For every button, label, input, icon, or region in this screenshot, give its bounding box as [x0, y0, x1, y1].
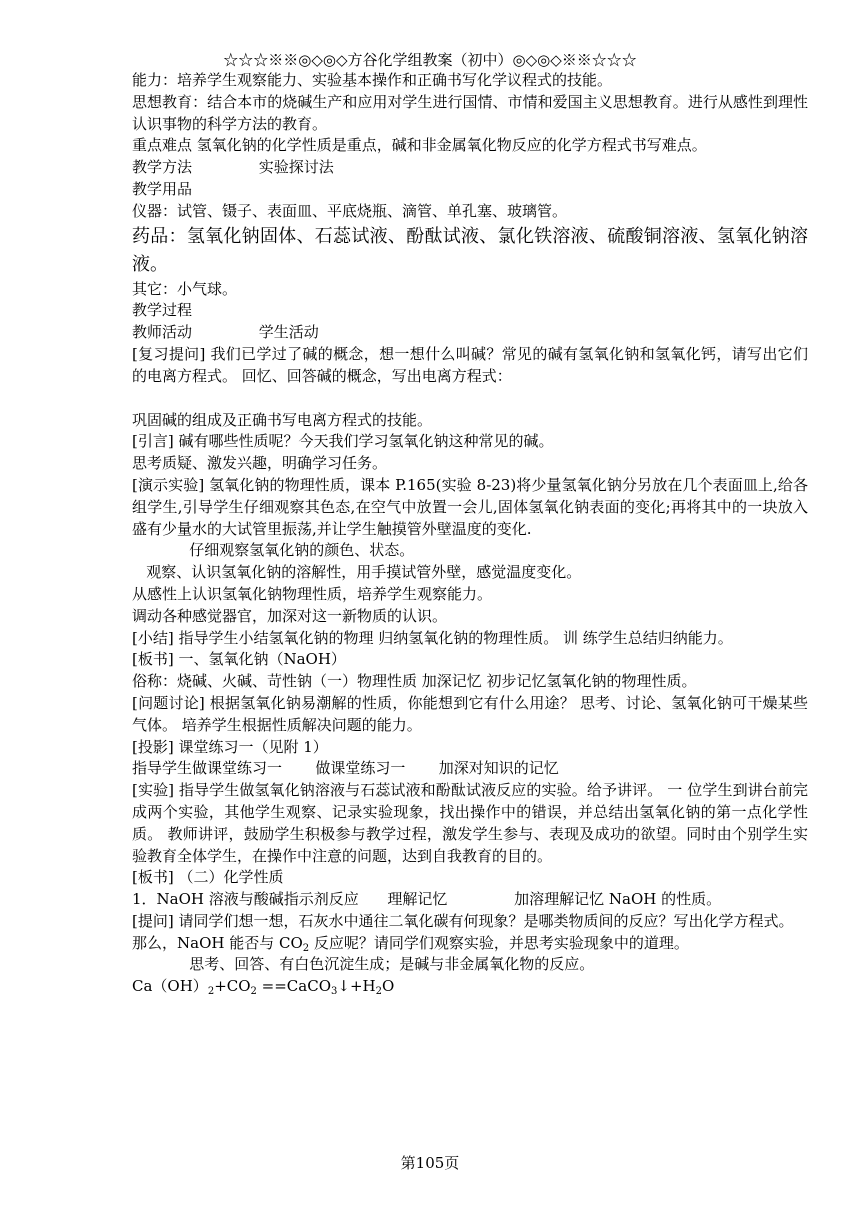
- observe-color-line: 仔细观察氢氧化钠的颜色、状态。: [132, 541, 415, 560]
- co2-question-text: 那么，NaOH 能否与 CO: [132, 933, 303, 952]
- others-line: 其它：小气球。: [132, 279, 238, 298]
- equation-subscript: 2: [207, 986, 215, 998]
- board-chemical-properties-line: [板书] （二）化学性质: [132, 868, 284, 887]
- teaching-process-heading: 教学过程: [132, 301, 193, 320]
- document-body: [132, 50, 808, 998]
- page-number: 第105页: [400, 1154, 460, 1172]
- equation-part: ==CaCO: [256, 977, 332, 996]
- experiment-paragraph: [实验] 指导学生做氢氧化钠溶液与石蕊试液和酚酞试液反应的实验。给予讲评。 一 位学生到讲台前完成两个实验，其他学生观察、记录实验现象，找出操作中的错误，并总结出氢氧化钠的第一点化学性质。 教师讲评，鼓励学生积极参与教学过程，激发学生参与、表现及成功的欲望。同时由个别学生实验教育全体学生，在操作中注意的问题，达到自我教育的目的。: [132, 781, 808, 865]
- page-header: ☆☆☆※※◎◇◎◇方谷化学组教案（初中）◎◇◎◇※※☆☆☆: [223, 51, 637, 69]
- indicator-reaction-line: 1．NaOH 溶液与酸碱指示剂反应 理解记忆 加溶理解记忆 NaOH 的性质。: [132, 890, 722, 909]
- summary-paragraph: [小结] 指导学生小结氢氧化钠的物理 归纳氢氧化钠的物理性质。 训 练学生总结归纳能力。: [132, 628, 733, 647]
- consolidate-line: 巩固碱的组成及正确书写电离方程式的技能。: [132, 410, 433, 429]
- teaching-method-line: 教学方法 实验探讨法: [132, 158, 334, 177]
- chemical-equation: [132, 976, 808, 998]
- introduction-line: [引言] 碱有哪些性质呢？今天我们学习氢氧化钠这种常见的碱。: [132, 432, 554, 451]
- question-paragraph: [提问] 请同学们想一想，石灰水中通往二氧化碳有何现象？是哪类物质间的反应？写出化学方程式。: [132, 911, 794, 930]
- equation-part: ↓+H: [337, 977, 376, 996]
- equation-subscript: 2: [250, 986, 257, 998]
- co2-subscript: 2: [302, 942, 310, 954]
- reagents-paragraph: 药品：氢氧化钠固体、石蕊试液、酚酞试液、氯化铁溶液、硫酸铜溶液、氢氧化钠溶液。: [132, 225, 808, 275]
- ideology-paragraph: 思想教育：结合本市的烧碱生产和应用对学生进行国情、市情和爱国主义思想教育。进行从感性到理性认识事物的科学方法的教育。: [132, 92, 808, 133]
- ability-line: 能力：培养学生观察能力、实验基本操作和正确书写化学议程式的技能。: [132, 71, 613, 89]
- review-question-paragraph: [复习提问] 我们已学过了碱的概念，想一想什么叫碱？常见的碱有氢氧化钠和氢氧化钙，请写出它们的电离方程式。 回忆、回答碱的概念，写出电离方程式：: [132, 344, 808, 385]
- senses-line: 调动各种感觉器官，加深对这一新物质的认识。: [132, 606, 448, 625]
- equation-subscript: 2: [375, 986, 382, 998]
- co2-question-line: [132, 933, 808, 955]
- discussion-paragraph: [问题讨论] 根据氢氧化钠易潮解的性质，你能想到它有什么用途？ 思考、讨论、氢氧化钠可干燥某些气体。 培养学生根据性质解决问题的能力。: [132, 693, 808, 734]
- equation-part: Ca（OH）: [132, 977, 208, 996]
- equation-subscript: 3: [331, 986, 338, 998]
- observe-solubility-line: 观察、认识氢氧化钠的溶解性，用手摸试管外壁，感觉温度变化。: [132, 563, 582, 582]
- projection-line: [投影] 课堂练习一（见附 1）: [132, 737, 328, 756]
- key-points-line: 重点难点 氢氧化钠的化学性质是重点，碱和非金属氧化物反应的化学方程式书写难点。: [132, 136, 707, 155]
- co2-question-text-end: 反应呢？请同学们观察实验，并思考实验现象中的道理。: [309, 933, 689, 952]
- demo-experiment-paragraph: [演示实验] 氢氧化钠的物理性质，课本 P.165(实验 8-23)将少量氢氧化钠分另放在几个表面皿上,给各组学生,引导学生仔细观察其色态,在空气中放置一会儿,固体氢氧化钠表面的变化;再将其中的一块放入盛有少量水的大试管里振荡,并让学生触摸管外壁温度的变化.: [132, 475, 808, 538]
- answer-line: 思考、回答、有白色沉淀生成；是碱与非金属氧化物的反应。: [132, 955, 595, 974]
- thinking-line: 思考质疑、激发兴趣，明确学习任务。: [132, 454, 388, 473]
- teaching-materials-heading: 教学用品: [132, 179, 193, 198]
- equation-part: +CO: [214, 977, 251, 996]
- board-naoh-line: [板书] 一、氢氧化钠（NaOH）: [132, 650, 346, 669]
- exercise-line: 指导学生做课堂练习一 做课堂练习一 加深对知识的记忆: [132, 759, 559, 778]
- activity-columns-line: 教师活动 学生活动: [132, 323, 319, 342]
- equation-part: O: [381, 977, 395, 996]
- blank-gap: [132, 388, 808, 410]
- instruments-line: 仪器：试管、镊子、表面皿、平底烧瓶、滴管、单孔塞、玻璃管。: [132, 201, 568, 220]
- common-names-paragraph: 俗称：烧碱、火碱、苛性钠（一）物理性质 加深记忆 初步记忆氢氧化钠的物理性质。: [132, 672, 697, 691]
- perceptual-line: 从感性上认识氢氧化钠物理性质，培养学生观察能力。: [132, 584, 493, 603]
